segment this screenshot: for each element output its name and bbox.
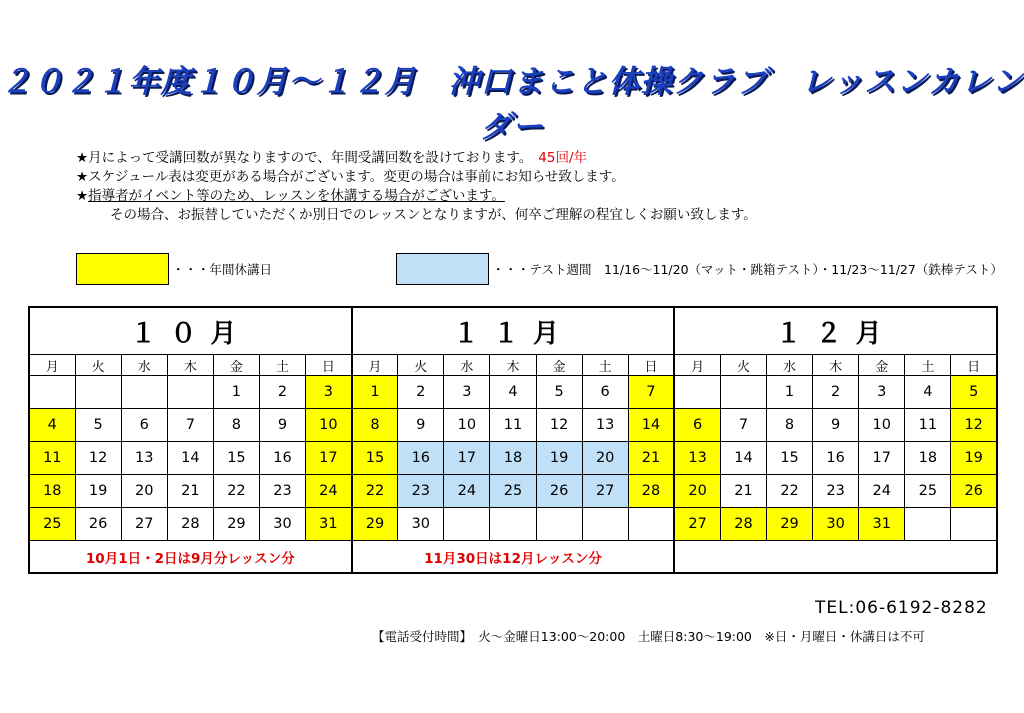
day-cell: 1 xyxy=(352,376,398,409)
weekday-header: 木 xyxy=(490,355,536,376)
day-cell: 20 xyxy=(582,442,628,475)
day-cell: 24 xyxy=(444,475,490,508)
month-header: １２月 xyxy=(674,307,997,355)
weekday-header: 月 xyxy=(674,355,720,376)
day-cell: 8 xyxy=(213,409,259,442)
empty-cell xyxy=(490,508,536,541)
day-cell: 20 xyxy=(674,475,720,508)
day-cell: 14 xyxy=(720,442,766,475)
day-cell: 21 xyxy=(720,475,766,508)
day-cell: 12 xyxy=(75,442,121,475)
star-mark: ★ xyxy=(76,188,89,204)
month-note: 11月30日は12月レッスン分 xyxy=(352,541,675,574)
day-cell: 27 xyxy=(121,508,167,541)
day-cell: 7 xyxy=(720,409,766,442)
day-cell: 3 xyxy=(444,376,490,409)
weekday-header: 月 xyxy=(29,355,75,376)
test-legend-swatch xyxy=(396,253,489,285)
phone-hours: 【電話受付時間】 火～金曜日13:00～20:00 土曜日8:30～19:00 ※日・月曜日・休講日は不可 xyxy=(372,629,925,644)
day-cell: 13 xyxy=(121,442,167,475)
day-cell: 31 xyxy=(306,508,352,541)
weekday-header: 土 xyxy=(259,355,305,376)
day-cell: 23 xyxy=(398,475,444,508)
day-cell: 17 xyxy=(444,442,490,475)
note-line-1 xyxy=(76,149,757,168)
day-cell: 25 xyxy=(490,475,536,508)
day-cell: 14 xyxy=(167,442,213,475)
note-text: ★月によって受講回数が異なりますので、年間受講回数を設けております。 xyxy=(76,150,533,166)
day-cell: 7 xyxy=(628,376,674,409)
phone-number: TEL:06-6192-8282 xyxy=(815,598,988,618)
day-cell: 2 xyxy=(813,376,859,409)
day-cell: 18 xyxy=(490,442,536,475)
weekday-header: 火 xyxy=(398,355,444,376)
empty-cell xyxy=(75,376,121,409)
day-cell: 23 xyxy=(259,475,305,508)
day-cell: 10 xyxy=(444,409,490,442)
empty-cell xyxy=(628,508,674,541)
calendar-table xyxy=(28,306,998,574)
day-cell: 6 xyxy=(582,376,628,409)
day-cell: 28 xyxy=(167,508,213,541)
month-header: １０月 xyxy=(29,307,352,355)
weekday-header: 水 xyxy=(444,355,490,376)
empty-cell xyxy=(582,508,628,541)
empty-cell xyxy=(121,376,167,409)
day-cell: 11 xyxy=(29,442,75,475)
month-note xyxy=(674,541,997,574)
weekday-header: 木 xyxy=(167,355,213,376)
day-cell: 15 xyxy=(352,442,398,475)
weekday-header: 月 xyxy=(352,355,398,376)
day-cell: 1 xyxy=(767,376,813,409)
day-cell: 3 xyxy=(859,376,905,409)
notes-block xyxy=(76,149,757,225)
day-cell: 18 xyxy=(29,475,75,508)
day-cell: 15 xyxy=(213,442,259,475)
day-cell: 16 xyxy=(813,442,859,475)
day-cell: 26 xyxy=(75,508,121,541)
weekday-header: 土 xyxy=(582,355,628,376)
empty-cell xyxy=(720,376,766,409)
empty-cell xyxy=(674,376,720,409)
day-cell: 9 xyxy=(259,409,305,442)
day-cell: 7 xyxy=(167,409,213,442)
day-cell: 12 xyxy=(536,409,582,442)
day-cell: 31 xyxy=(859,508,905,541)
day-cell: 22 xyxy=(352,475,398,508)
day-cell: 17 xyxy=(306,442,352,475)
day-cell: 13 xyxy=(582,409,628,442)
day-cell: 27 xyxy=(582,475,628,508)
day-cell: 6 xyxy=(674,409,720,442)
day-cell: 2 xyxy=(259,376,305,409)
day-cell: 4 xyxy=(29,409,75,442)
day-cell: 30 xyxy=(813,508,859,541)
day-cell: 24 xyxy=(859,475,905,508)
holiday-legend-label: ・・・年間休講日 xyxy=(172,262,273,277)
weekday-header: 火 xyxy=(75,355,121,376)
day-cell: 3 xyxy=(306,376,352,409)
weekday-header: 土 xyxy=(905,355,951,376)
day-cell: 16 xyxy=(398,442,444,475)
day-cell: 1 xyxy=(213,376,259,409)
note-underlined: 指導者がイベント等のため、レッスンを休講する場合がございます。 xyxy=(88,188,505,204)
day-cell: 26 xyxy=(951,475,997,508)
holiday-legend-swatch xyxy=(76,253,169,285)
day-cell: 29 xyxy=(767,508,813,541)
day-cell: 19 xyxy=(951,442,997,475)
day-cell: 25 xyxy=(905,475,951,508)
empty-cell xyxy=(536,508,582,541)
day-cell: 30 xyxy=(259,508,305,541)
day-cell: 21 xyxy=(167,475,213,508)
empty-cell xyxy=(951,508,997,541)
day-cell: 10 xyxy=(859,409,905,442)
day-cell: 29 xyxy=(213,508,259,541)
weekday-header: 金 xyxy=(536,355,582,376)
note-line-2: ★スケジュール表は変更がある場合がございます。変更の場合は事前にお知らせ致します。 xyxy=(76,169,625,185)
day-cell: 20 xyxy=(121,475,167,508)
day-cell: 19 xyxy=(75,475,121,508)
day-cell: 8 xyxy=(767,409,813,442)
day-cell: 14 xyxy=(628,409,674,442)
weekday-header: 金 xyxy=(213,355,259,376)
weekday-header: 火 xyxy=(720,355,766,376)
day-cell: 18 xyxy=(905,442,951,475)
empty-cell xyxy=(167,376,213,409)
day-cell: 17 xyxy=(859,442,905,475)
day-cell: 15 xyxy=(767,442,813,475)
day-cell: 30 xyxy=(398,508,444,541)
day-cell: 9 xyxy=(813,409,859,442)
day-cell: 29 xyxy=(352,508,398,541)
day-cell: 10 xyxy=(306,409,352,442)
day-cell: 24 xyxy=(306,475,352,508)
weekday-header: 水 xyxy=(767,355,813,376)
day-cell: 28 xyxy=(720,508,766,541)
month-header: １１月 xyxy=(352,307,675,355)
day-cell: 4 xyxy=(905,376,951,409)
empty-cell xyxy=(444,508,490,541)
note-line-3 xyxy=(76,187,757,206)
weekday-header: 日 xyxy=(951,355,997,376)
day-cell: 19 xyxy=(536,442,582,475)
empty-cell xyxy=(905,508,951,541)
weekday-header: 木 xyxy=(813,355,859,376)
day-cell: 27 xyxy=(674,508,720,541)
day-cell: 22 xyxy=(213,475,259,508)
day-cell: 5 xyxy=(951,376,997,409)
day-cell: 9 xyxy=(398,409,444,442)
empty-cell xyxy=(29,376,75,409)
day-cell: 4 xyxy=(490,376,536,409)
day-cell: 11 xyxy=(905,409,951,442)
weekday-header: 水 xyxy=(121,355,167,376)
month-note: 10月1日・2日は9月分レッスン分 xyxy=(29,541,352,574)
day-cell: 8 xyxy=(352,409,398,442)
day-cell: 25 xyxy=(29,508,75,541)
day-cell: 12 xyxy=(951,409,997,442)
day-cell: 26 xyxy=(536,475,582,508)
day-cell: 2 xyxy=(398,376,444,409)
day-cell: 28 xyxy=(628,475,674,508)
weekday-header: 日 xyxy=(628,355,674,376)
day-cell: 13 xyxy=(674,442,720,475)
day-cell: 5 xyxy=(536,376,582,409)
day-cell: 11 xyxy=(490,409,536,442)
note-line-4: その場合、お振替していただくか別日でのレッスンとなりますが、何卒ご理解の程宜しくお願い致します。 xyxy=(110,207,757,223)
day-cell: 22 xyxy=(767,475,813,508)
day-cell: 23 xyxy=(813,475,859,508)
day-cell: 5 xyxy=(75,409,121,442)
day-cell: 6 xyxy=(121,409,167,442)
day-cell: 16 xyxy=(259,442,305,475)
page-title: ２０２１年度１０月～１２月 沖口まこと体操クラブ レッスンカレンダー xyxy=(0,64,1024,145)
weekday-header: 日 xyxy=(306,355,352,376)
day-cell: 21 xyxy=(628,442,674,475)
annual-count: 45回/年 xyxy=(538,150,587,166)
test-legend-label: ・・・テスト週間 11/16～11/20（マット・跳箱テスト）・11/23～11/27（鉄棒テスト） xyxy=(492,262,1003,277)
weekday-header: 金 xyxy=(859,355,905,376)
